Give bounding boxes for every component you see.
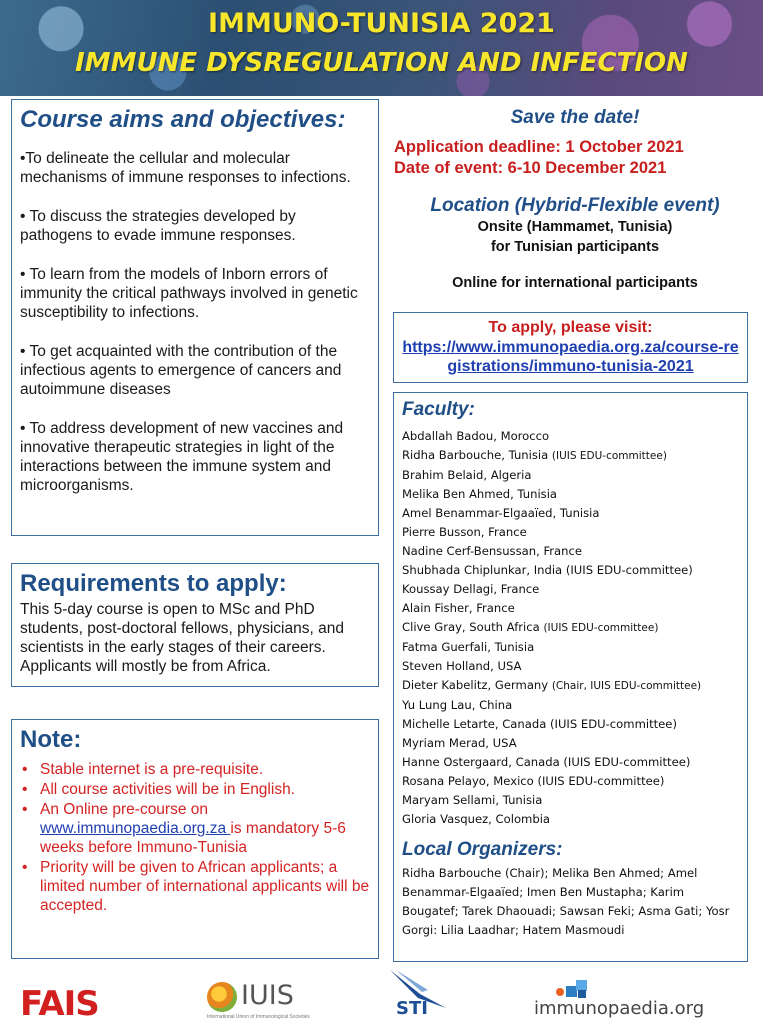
faculty-member [402,580,739,599]
immunopaedia-link[interactable]: www.immunopaedia.org.za [40,820,231,837]
faculty-member-name: Michelle Letarte, Canada (IUIS EDU-committee) [402,717,677,731]
aim-item: • To discuss the strategies developed by pathogens to evade immune responses. [20,208,296,244]
faculty-member [402,485,739,504]
event-date: Date of event: 6-10 December 2021 [394,159,667,177]
iuis-logo-text: IUIS [241,980,294,1011]
faculty-member [402,696,739,715]
faculty-member [402,734,739,753]
precourse-text-before: An Online pre-course on [40,801,209,818]
apply-box [393,312,748,383]
immunopaedia-logo-text: immunopaedia.org [534,998,705,1019]
faculty-member-name: Pierre Busson, France [402,525,527,539]
sponsor-logos [0,966,763,1024]
header-banner [0,0,763,96]
faculty-member-role: (IUIS EDU-committee) [543,622,659,634]
course-aims-title: Course aims and objectives: [20,106,346,133]
save-the-date-title: Save the date! [510,107,640,128]
faculty-member-name: Ridha Barbouche, Tunisia [402,448,552,462]
faculty-member-name: Nadine Cerf-Bensussan, France [402,544,583,558]
location-title: Location (Hybrid-Flexible event) [430,195,720,216]
requirements-title: Requirements to apply: [20,570,287,597]
note-item [20,800,370,857]
note-box [11,719,379,959]
immunopaedia-logo [534,978,734,1022]
faculty-member-name: Rosana Pelayo, Mexico (IUIS EDU-committee) [402,774,665,788]
faculty-member-name: Clive Gray, South Africa [402,620,544,634]
faculty-member-name: Shubhada Chiplunkar, India (IUIS EDU-committee) [402,563,693,577]
registration-link[interactable]: https://www.immunopaedia.org.za/course-registrations/immuno-tunisia-2021 [402,339,739,375]
faculty-member [402,561,739,580]
faculty-member-name: Yu Lung Lau, China [402,698,513,712]
faculty-title: Faculty: [402,399,475,420]
save-the-date-section [390,107,760,291]
sti-logo [378,966,468,1022]
faculty-member [402,772,739,791]
faculty-member-name: Koussay Dellagi, France [402,582,540,596]
faculty-member-name: Alain Fisher, France [402,601,515,615]
sti-logo-text: STI [396,998,428,1019]
note-item [20,760,370,779]
faculty-member [402,638,739,657]
bullet-icon: • [22,801,28,818]
faculty-member [402,618,739,638]
application-deadline: Application deadline: 1 October 2021 [394,138,684,156]
faculty-member-name: Abdallah Badou, Morocco [402,429,550,443]
aim-item: • To learn from the models of Inborn errors of immunity the critical pathways involved in genetic susceptibility to infections. [20,266,358,321]
note-title: Note: [20,726,82,753]
note-list [20,760,370,915]
faculty-box [393,392,748,962]
faculty-member [402,810,739,829]
fais-logo [20,984,99,1024]
faculty-member [402,753,739,772]
faculty-member-role: (Chair, IUIS EDU-committee) [551,680,702,692]
faculty-member [402,676,739,696]
aim-item: •To delineate the cellular and molecular mechanisms of immune responses to infections. [20,150,351,186]
requirements-text: This 5-day course is open to MSc and PhD students, post-doctoral fellows, physicians, and scientists in the early stages of their careers. Applicants will mostly be from Africa. [20,601,344,675]
faculty-member [402,715,739,734]
faculty-member-name: Dieter Kabelitz, Germany [402,678,552,692]
faculty-member [402,523,739,542]
organizers-title: Local Organizers: [402,839,563,860]
faculty-member [402,791,739,810]
faculty-member [402,542,739,561]
requirements-box [11,563,379,687]
globe-icon [207,982,237,1012]
bullet-icon: • [22,859,28,876]
fais-logo-text: FAIS [20,984,99,1024]
iuis-logo [207,978,317,1020]
faculty-member [402,427,739,446]
precourse-text-after: is mandatory 5-6 weeks before Immuno-Tunisia [40,820,346,856]
note-item-text: All course activities will be in English. [40,781,295,798]
faculty-member-name: Hanne Ostergaard, Canada (IUIS EDU-committee) [402,755,691,769]
faculty-member-name: Maryam Sellami, Tunisia [402,793,543,807]
bullet-icon: • [22,781,28,798]
faculty-member-name: Myriam Merad, USA [402,736,517,750]
event-title: IMMUNO-TUNISIA 2021 [208,8,555,39]
note-item-text: Stable internet is a pre-requisite. [40,761,264,778]
faculty-member-name: Gloria Vasquez, Colombia [402,812,551,826]
aim-item: • To get acquainted with the contribution of the infectious agents to emergence of cancers and autoimmune diseases [20,343,342,398]
location-onsite-audience: for Tunisian participants [490,239,660,255]
note-item [20,858,370,915]
faculty-member-name: Steven Holland, USA [402,659,522,673]
bullet-icon: • [22,761,28,778]
faculty-member [402,446,739,466]
iuis-logo-subtitle: International Union of Immunological Societies [207,1014,310,1020]
note-item [20,780,370,799]
apply-title: To apply, please visit: [488,319,653,336]
location-online: Online for international participants [452,275,698,291]
faculty-member-name: Amel Benammar-Elgaaïed, Tunisia [402,506,600,520]
faculty-member-role: (IUIS EDU-committee) [551,450,667,462]
cubes-icon [554,978,594,1000]
faculty-member [402,466,739,485]
faculty-member-name: Brahim Belaid, Algeria [402,468,532,482]
faculty-member [402,599,739,618]
location-onsite: Onsite (Hammamet, Tunisia) [477,219,673,235]
faculty-member-name: Fatma Guerfali, Tunisia [402,640,535,654]
organizers-text: Ridha Barbouche (Chair); Melika Ben Ahmed; Amel Benammar-Elgaaïed; Imen Ben Mustapha; Karim Bougatef; Tarek Dhaouadi; Sawsan Feki; Asma Gati; Yosr Gorgi: Lilia Laadhar; Hatem Masmoudi [402,866,730,937]
course-aims-box [11,99,379,536]
faculty-member [402,504,739,523]
faculty-list [402,427,739,829]
event-subtitle: IMMUNE DYSREGULATION AND INFECTION [75,48,688,78]
note-item-text: Priority will be given to African applicants; a limited number of international applicants will be accepted. [40,859,370,914]
faculty-member [402,657,739,676]
faculty-member-name: Melika Ben Ahmed, Tunisia [402,487,558,501]
aim-item: • To address development of new vaccines and innovative therapeutic strategies in light of the interactions between the immune system and microorganisms. [20,420,344,494]
